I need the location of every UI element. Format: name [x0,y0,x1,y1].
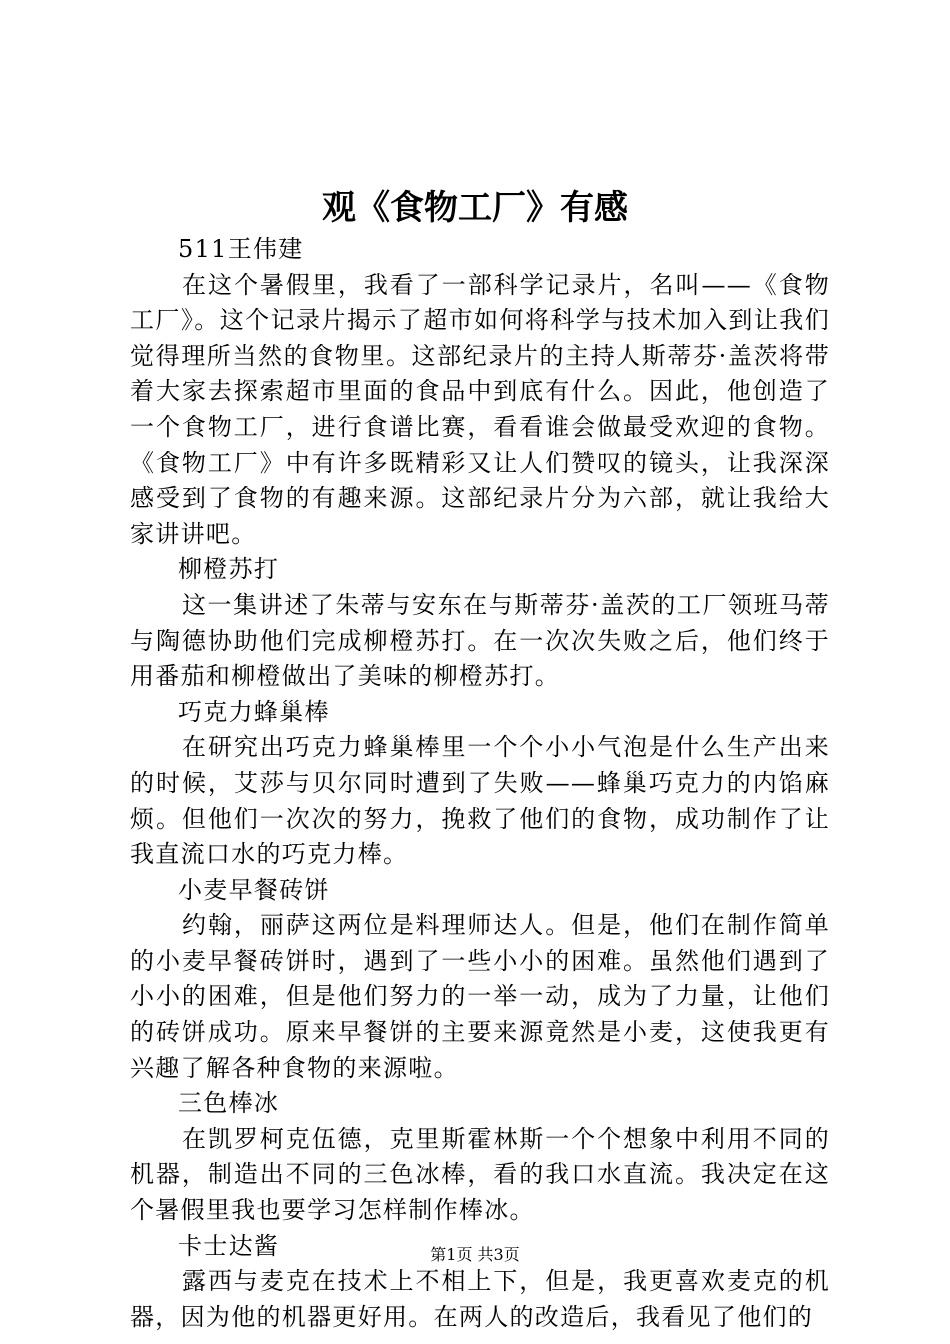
document-title: 观《食物工厂》有感 [322,188,628,228]
section-paragraph: 在研究出巧克力蜂巢棒里一个个小小气泡是什么生产出来的时候，艾莎与贝尔同时遭到了失败——蜂巢巧克力的内馅麻烦。但他们一次次的努力，挽救了他们的食物，成功制作了让我直流口水的巧克力棒。 [130,733,830,869]
intro-paragraph: 在这个暑假里，我看了一部科学记录片，名叫——《食物工厂》。这个记录片揭示了超市如何将科学与技术加入到让我们觉得理所当然的食物里。这部纪录片的主持人斯蒂芬·盖茨将带着大家去探索超市里面的食品中到底有什么。因此，他创造了一个食物工厂，进行食谱比赛，看看谁会做最受欢迎的食物。《食物工厂》中有许多既精彩又让人们赞叹的镜头，让我深深感受到了食物的有趣来源。这部纪录片分为六部，就让我给大家讲讲吧。 [130,270,830,548]
section-heading: 三色棒冰 [178,1089,280,1118]
document-body [130,232,830,1335]
author-line: 511王伟建 [178,235,304,263]
page-number-footer: 第1页 共3页 [430,1245,520,1264]
section-heading: 巧克力蜂巢棒 [178,697,330,726]
section-paragraph: 在凯罗柯克伍德，克里斯霍林斯一个个想象中利用不同的机器，制造出不同的三色冰棒，看的我口水直流。我决定在这个暑假里我也要学习怎样制作棒冰。 [130,1124,830,1225]
section-paragraph: 露西与麦克在技术上不相上下，但是，我更喜欢麦克的机器，因为他的机器更好用。在两人的改造后，我看见了他们的 [130,1267,830,1331]
section-paragraph: 这一集讲述了朱蒂与安东在与斯蒂芬·盖茨的工厂领班马蒂与陶德协助他们完成柳橙苏打。在一次次失败之后，他们终于用番茄和柳橙做出了美味的柳橙苏打。 [130,590,830,691]
section-heading: 卡士达酱 [178,1231,280,1260]
section-heading: 柳橙苏打 [178,555,280,584]
section-paragraph: 约翰，丽萨这两位是料理师达人。但是，他们在制作简单的小麦早餐砖饼时，遇到了一些小小的困难。虽然他们遇到了小小的困难，但是他们努力的一举一动，成为了力量，让他们的砖饼成功。原来早餐饼的主要来源竟然是小麦，这使我更有兴趣了解各种食物的来源啦。 [130,911,830,1082]
section-heading: 小麦早餐砖饼 [178,875,330,904]
